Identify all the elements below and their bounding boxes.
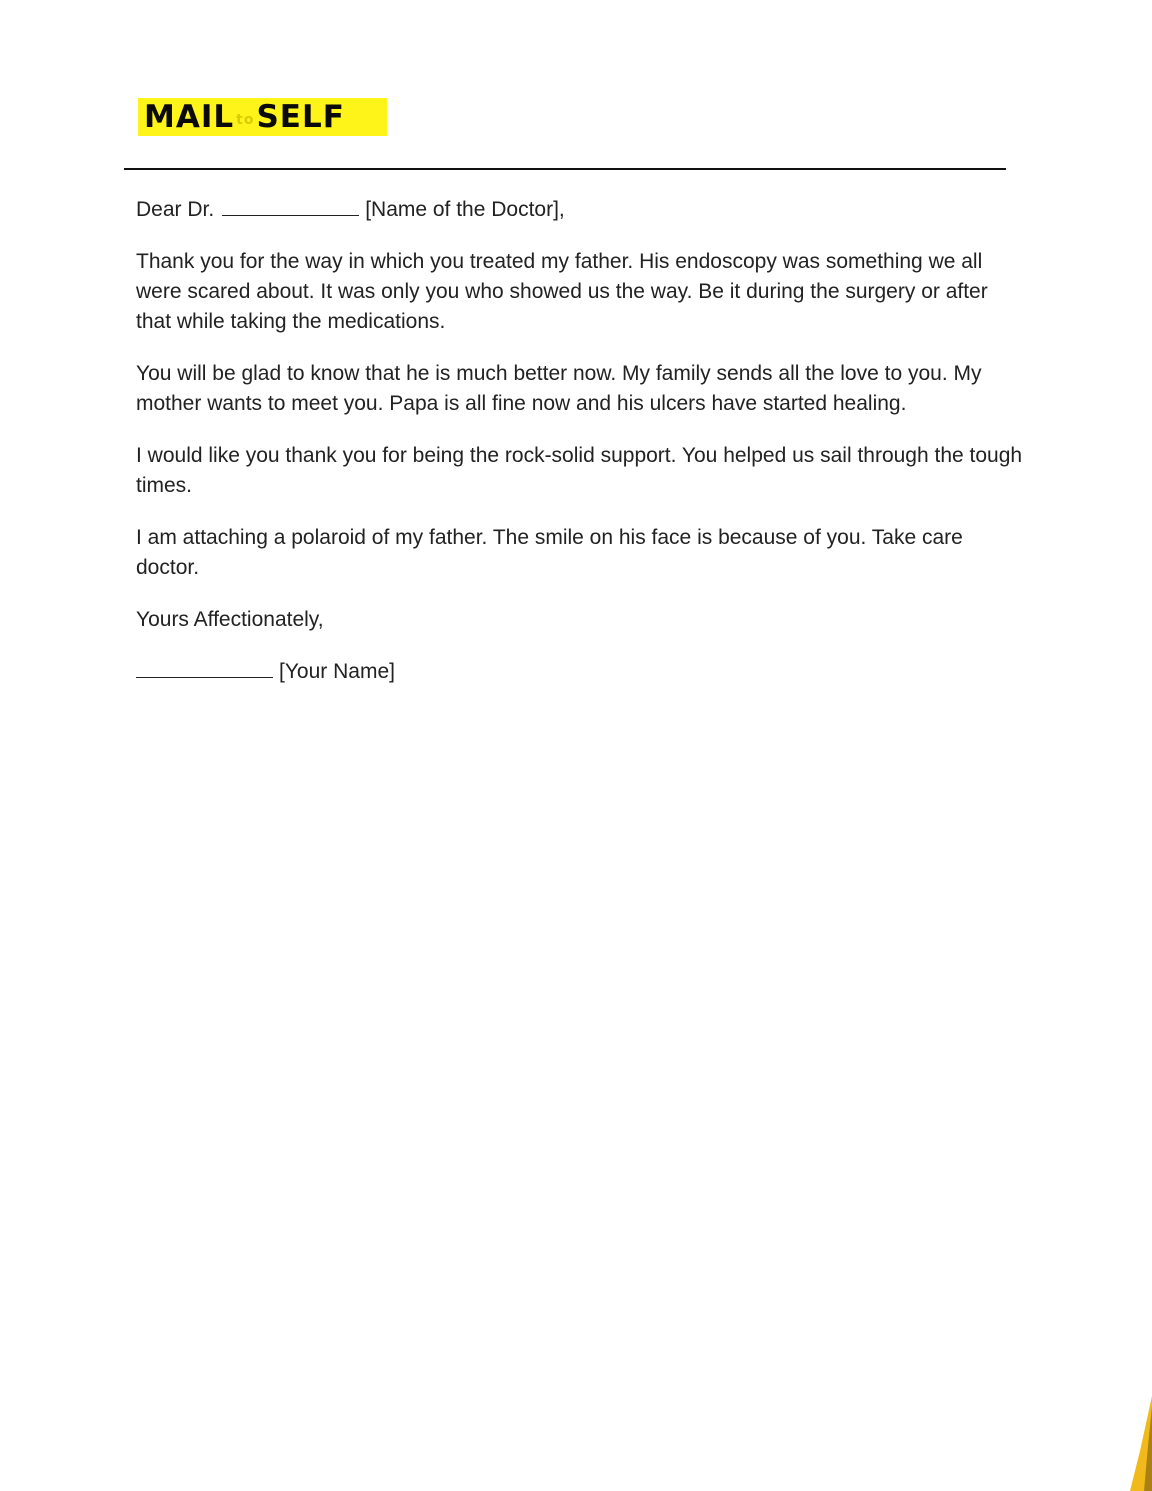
logo-to-text: to — [236, 112, 255, 128]
paragraph-3: I would like you thank you for being the rock-solid support. You helped us sail through the tough times. — [136, 444, 1023, 497]
mailtoself-logo — [138, 98, 387, 136]
signature-blank — [136, 659, 273, 678]
logo-self-text: SELF — [256, 98, 345, 135]
header-divider — [124, 168, 1006, 170]
letter-body — [136, 195, 1026, 709]
paragraph-2: You will be glad to know that he is much better now. My family sends all the love to you. My mother wants to meet you. Papa is all fine now and his ulcers have started healing. — [136, 362, 982, 415]
paragraph-4: I am attaching a polaroid of my father. The smile on his face is because of you. Take care doctor. — [136, 526, 963, 579]
logo-mail-text: MAIL — [144, 98, 235, 135]
signature-placeholder: [Your Name] — [279, 660, 395, 683]
closing-line: Yours Affectionately, — [136, 608, 324, 631]
salutation-line — [136, 195, 1026, 225]
salutation-suffix: [Name of the Doctor], — [365, 198, 565, 221]
salutation-prefix: Dear Dr. — [136, 198, 215, 221]
signature-line — [136, 657, 1026, 687]
doctor-name-blank — [222, 197, 359, 216]
corner-accent-decoration — [1122, 1396, 1152, 1491]
paragraph-1: Thank you for the way in which you treated my father. His endoscopy was something we all were scared about. It was only you who showed us the way. Be it during the surgery or after that while taking the medications. — [136, 250, 988, 333]
